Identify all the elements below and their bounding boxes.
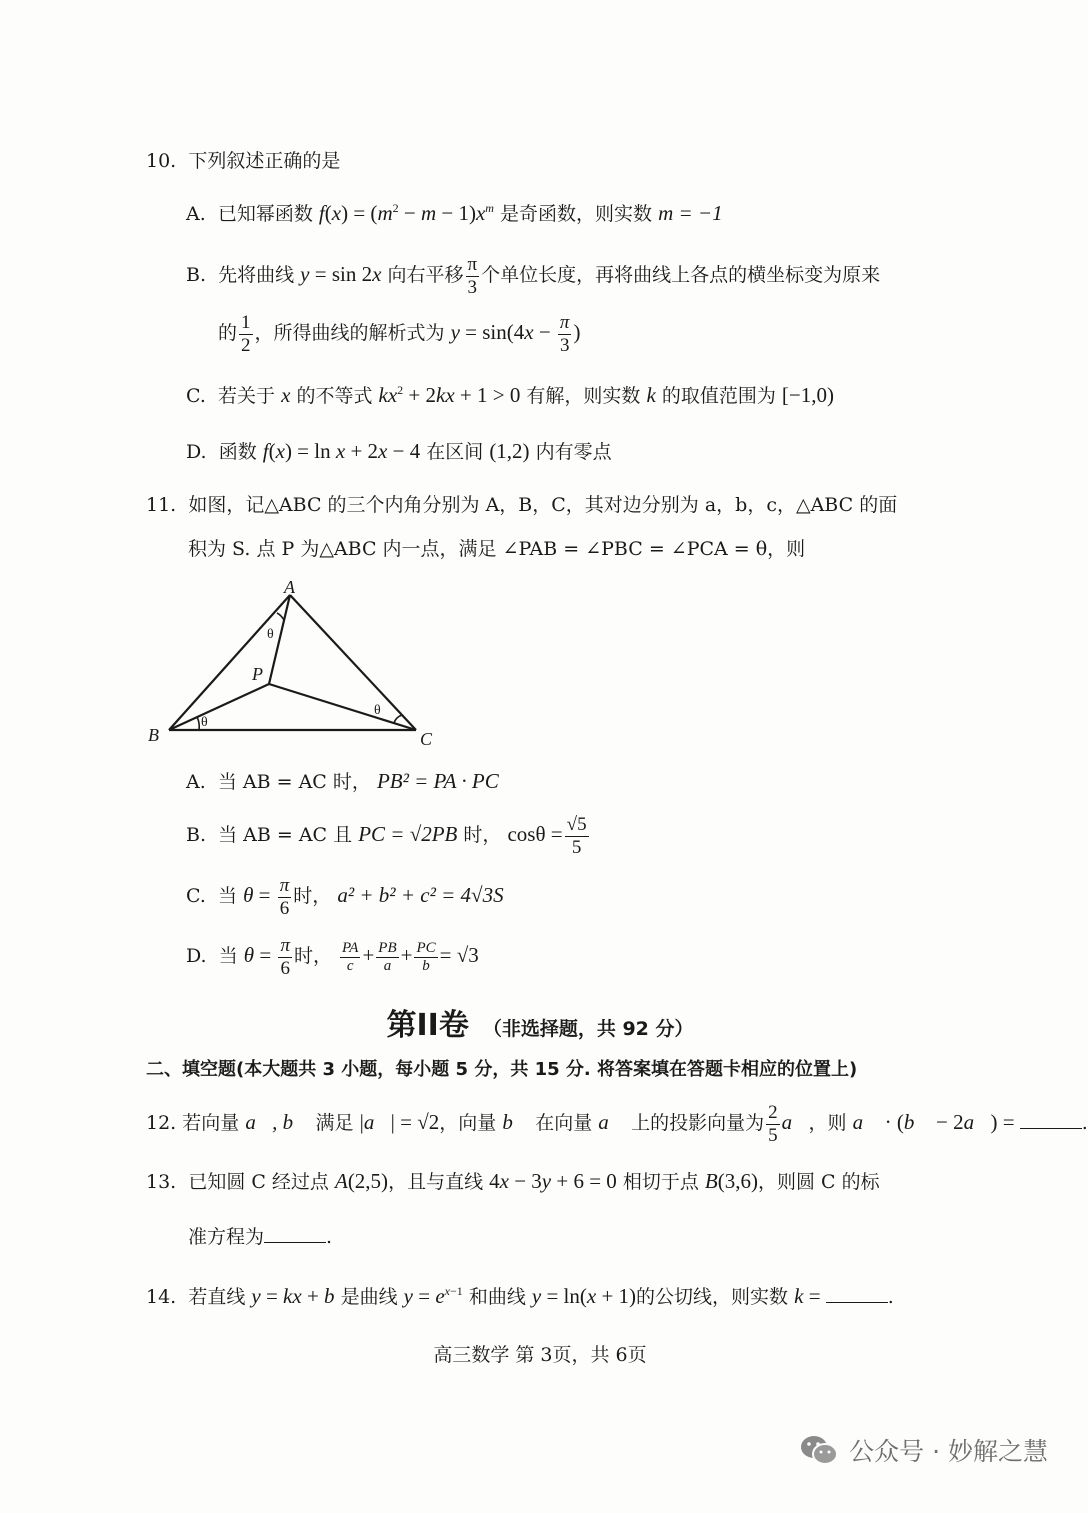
section-title <box>0 1000 1080 1044</box>
q10-stem-text: 下列叙述正确的是 <box>188 150 341 172</box>
wechat-icon <box>799 1433 839 1467</box>
q12-text: 若向量 <box>182 1112 240 1134</box>
option-label: A. <box>186 203 206 225</box>
q11-stem-text: 积为 S. 点 P 为△ABC 内一点，满足 ∠PAB = ∠PBC = ∠PCA = θ，则 <box>188 538 806 560</box>
option-text: 当 AB = AC 且 <box>218 824 353 846</box>
page-footer: 高三数学 第 3页，共 6页 <box>433 1344 647 1366</box>
option-label: D. <box>186 945 207 967</box>
math-expr: = √3 <box>439 943 479 967</box>
q14-text: 的公切线，则实数 <box>636 1286 789 1308</box>
q13-num: 13. <box>146 1171 177 1193</box>
option-text: 是奇函数，则实数 <box>500 203 653 225</box>
section-title-main: 第II卷 <box>386 1008 469 1043</box>
option-text: 内有零点 <box>535 441 612 463</box>
fraction: $\frac{√5}{5}$ <box>566 813 587 858</box>
q14-text: 若直线 <box>188 1286 246 1308</box>
option-label: B. <box>186 264 207 286</box>
answer-blank[interactable] <box>264 1224 326 1243</box>
q10-option-a <box>186 195 723 227</box>
math-expr: |a⃗| = √2 <box>359 1110 440 1134</box>
option-text: 当 AB = AC 时， <box>217 771 371 793</box>
q12-text: ，向量 <box>439 1112 497 1134</box>
q10-stem <box>146 148 340 174</box>
q13-line1 <box>146 1168 880 1195</box>
q12: 12. 若向量 a⃗, b⃗ 满足 |a⃗| = √2，向量 b⃗ 在向量 a⃗ 上的投影向量为 $\frac{2}{5}$ a⃗，则 a⃗ · (b⃗ − 2a⃗) = . <box>146 1101 1088 1146</box>
math-expr: y = sin 2x <box>300 262 382 286</box>
q13-text: ，则圆 C 的标 <box>758 1171 880 1193</box>
option-label: B. <box>186 824 207 846</box>
math-expr: a⃗ <box>598 1110 626 1134</box>
vertex-c-label: C <box>420 729 433 749</box>
theta-label-b: θ <box>201 715 208 730</box>
q13-text: 准方程为 <box>188 1226 265 1248</box>
section-title-sub: （非选择题，共 92 分） <box>482 1018 694 1040</box>
option-text: 当 <box>218 885 238 907</box>
q12-text: 上的投影向量为 <box>631 1112 765 1134</box>
theta-label-a: θ <box>267 627 274 642</box>
segment-pb <box>169 684 269 730</box>
point-p-label: P <box>252 664 263 684</box>
math-expr: (1,2) <box>489 439 530 463</box>
option-label: C. <box>186 385 206 407</box>
math-expr: x <box>281 383 291 407</box>
watermark <box>799 1432 1048 1468</box>
fraction: $\frac{1}{2}$ <box>241 311 251 356</box>
answer-blank[interactable] <box>826 1284 888 1303</box>
fraction: $\frac{PB}{a}$ <box>378 939 397 974</box>
angle-arc-b <box>197 717 199 730</box>
math-expr: $y = e^{x-1}$ <box>403 1284 463 1308</box>
math-expr: a⃗, b⃗ <box>245 1110 310 1134</box>
fraction: $\frac{PA}{c}$ <box>342 939 359 974</box>
option-text: 时， <box>293 885 332 907</box>
fraction: $\frac{PC}{b}$ <box>416 939 436 974</box>
part2-heading: 二、填空题(本大题共 3 小题，每小题 5 分，共 15 分. 将答案填在答题卡相应的位置上) <box>146 1059 858 1080</box>
q12-num: 12. <box>146 1112 177 1134</box>
math-expr: b⃗ <box>502 1110 530 1134</box>
vertex-a-label: A <box>284 577 295 597</box>
q11-option-b <box>186 812 591 859</box>
q13-text: 已知圆 C 经过点 <box>188 1171 329 1193</box>
option-text: 先将曲线 <box>218 264 295 286</box>
option-label: A. <box>186 771 206 793</box>
answer-blank[interactable] <box>1020 1110 1082 1129</box>
vertex-b-label: B <box>148 725 159 745</box>
math-expr: θ = <box>243 943 277 967</box>
q14: 14. 若直线 y = kx + b 是曲线 $y = e^{x-1}$ 和曲线 y = ln(x + 1)的公切线，则实数 k = . <box>146 1284 894 1308</box>
option-text: 的取值范围为 <box>661 385 776 407</box>
math-expr: y = sin(4x − <box>450 320 556 344</box>
math-expr: A(2,5) <box>334 1169 389 1193</box>
q11-stem-line2 <box>188 536 805 562</box>
math-expr: θ = <box>243 883 276 907</box>
q13-text: ，且与直线 <box>388 1171 484 1193</box>
option-text: 时， <box>293 945 332 967</box>
q11-num: 11. <box>146 494 177 516</box>
option-label: C. <box>186 885 206 907</box>
angle-arc-a <box>277 613 284 620</box>
fraction: $\frac{\pi}{3}$ <box>467 253 478 298</box>
option-text: 函数 <box>218 441 257 463</box>
math-expr: a² + b² + c² = 4√3S <box>337 883 504 907</box>
q11-option-d: D. 当 θ = $\frac{\pi}{6}$ 时， $\frac{PA}{c}$ + $\frac{PB}{a}$ + $\frac{PC}{b}$ = √3 <box>186 934 479 979</box>
math-expr: $f(x) = (m^2 - m - 1)x^m$ <box>318 201 494 225</box>
q11-option-a <box>186 768 499 795</box>
option-text: 在区间 <box>426 441 484 463</box>
math-expr: k = <box>794 1284 826 1308</box>
math-expr: y = kx + b <box>251 1284 335 1308</box>
option-label: D. <box>186 441 207 463</box>
q14-text: 是曲线 <box>340 1286 398 1308</box>
q10-option-d <box>186 438 612 465</box>
watermark-text: 公众号 · 妙解之慧 <box>849 1437 1048 1466</box>
math-expr: f(x) = ln x + 2x − 4 <box>262 439 421 463</box>
side-ab <box>169 595 290 730</box>
fraction: $\frac{\pi}{6}$ <box>280 934 290 979</box>
q14-num: 14. <box>146 1286 177 1308</box>
math-expr: [−1,0) <box>781 383 834 407</box>
option-text: 若关于 <box>218 385 276 407</box>
q10-num: 10. <box>146 150 177 172</box>
q10-option-b-line1 <box>186 252 880 299</box>
option-text: ，所得曲线的解析式为 <box>254 322 445 344</box>
math-expr: PB² = PA · PC <box>376 769 499 793</box>
q12-text: 满足 <box>315 1112 354 1134</box>
math-expr: ) <box>573 320 581 344</box>
option-text: 个单位长度，再将曲线上各点的横坐标变为原来 <box>481 264 881 286</box>
q13-text: 相切于点 <box>622 1171 699 1193</box>
math-expr: y = ln(x + 1) <box>531 1284 637 1308</box>
math-expr: PC = √2PB <box>358 822 458 846</box>
math-expr: k <box>646 383 656 407</box>
option-text: 已知幂函数 <box>217 203 313 225</box>
q10-option-c <box>186 377 834 409</box>
triangle-diagram <box>140 575 460 755</box>
angle-arc-c <box>394 715 402 723</box>
fraction: $\frac{2}{5}$ <box>768 1101 778 1146</box>
fraction: $\frac{\pi}{6}$ <box>279 874 290 919</box>
q11-stem-line1 <box>146 492 897 518</box>
math-expr: a⃗ · (b⃗ − 2a⃗) = <box>852 1110 1020 1134</box>
option-text: 有解，则实数 <box>526 385 641 407</box>
math-expr: cosθ = <box>507 822 563 846</box>
q13-line2: 准方程为 . <box>188 1226 333 1248</box>
q11-option-c <box>186 873 504 920</box>
math-expr: 4x − 3y + 6 = 0 <box>489 1169 617 1193</box>
option-text: 当 <box>218 945 238 967</box>
q11-stem-text: 如图，记△ABC 的三个内角分别为 A，B，C，其对边分别为 a，b，c，△ABC 的面 <box>188 494 898 516</box>
theta-label-c: θ <box>374 703 381 718</box>
option-text: 的不等式 <box>296 385 373 407</box>
q12-text: ，则 <box>808 1112 847 1134</box>
q14-text: 和曲线 <box>468 1286 526 1308</box>
option-text: 的 <box>218 322 238 344</box>
option-text: 时， <box>463 824 502 846</box>
q10-option-b-line2 <box>218 310 580 357</box>
math-expr: a⃗ <box>781 1110 809 1134</box>
math-expr: $kx^2 + 2kx + 1 > 0$ <box>378 383 521 407</box>
math-expr: B(3,6) <box>704 1169 758 1193</box>
option-text: 向右平移 <box>387 264 464 286</box>
math-expr: m = −1 <box>658 201 723 225</box>
fraction: $\frac{\pi}{3}$ <box>559 311 570 356</box>
q12-text: 在向量 <box>535 1112 593 1134</box>
